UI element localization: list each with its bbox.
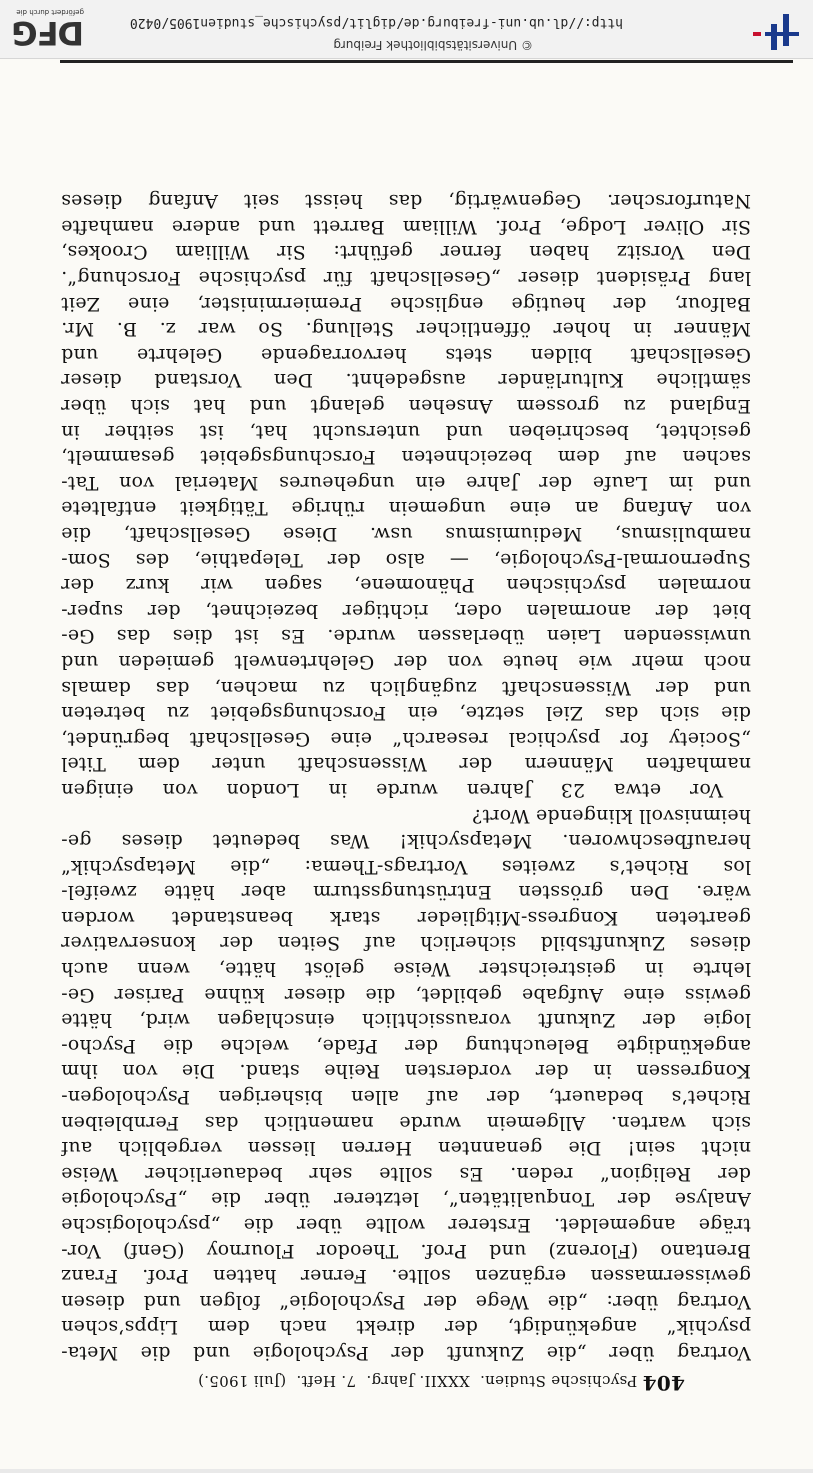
copyright-notice: © Universitätsbibliothek Freiburg: [333, 38, 533, 52]
text-line: gearteten Kongress-Mitglieder stark beanstandet worden: [61, 906, 751, 929]
digitization-footer-bar: [0, 0, 813, 59]
text-line: angekündigte Beleuchtung der Pfade, welche die Psycho-: [61, 1034, 751, 1057]
text-line: dieses Zukunftsbild sicherlich auf Seiten der konservativer: [61, 932, 751, 955]
text-line: sich warten. Allgemein wurde namentlich das Fernbleiben: [61, 1111, 751, 1134]
dfg-logo: [8, 8, 84, 52]
text-line: Kongressen in der vordersten Reihe stand. Die von ihm: [61, 1060, 751, 1083]
text-line: lehrte in geistreichster Weise gelöst hätte, wenn auch: [61, 958, 751, 981]
source-url-link[interactable]: http://dl.ub.uni-freiburg.de/diglit/psychische_studien1905/0420: [129, 15, 623, 30]
scan-border-rule: [60, 60, 793, 63]
text-line: und der Wissenschaft zugänglich zu machen, das damals: [61, 676, 751, 699]
text-line: heimnisvoll klingende Wort?: [472, 804, 751, 827]
text-line: heraufbeschworen. Metapsychik! Was bedeutet dieses ge-: [61, 830, 751, 853]
text-line: Richet’s bedauert, der auf allen bisherigen Psychologen-: [61, 1086, 751, 1109]
text-line: Vor etwa 23 Jahren wurde in London von einigen: [61, 778, 723, 801]
text-line: der Religion“ reden. Es sollte sehr bedauerlicher Weise: [61, 1162, 751, 1185]
body-text: [61, 188, 751, 1365]
text-line: los Richet’s zweites Vortrags-Thema: „die Metapsychik“: [61, 855, 751, 878]
text-line: namhaften Männern der Wissenschaft unter dem Titel: [61, 753, 751, 776]
text-line: lang Präsident dieser „Gesellschaft für psychische Forschung“.: [61, 267, 751, 290]
text-line: Analyse der Tonqualitäten“, letzterer über die „Psychologie: [61, 1188, 751, 1211]
text-line: psychik“ angekündigt, der direkt nach dem Lipps’schen: [61, 1316, 751, 1339]
text-line: nicht sein! Die genannten Herren liessen vergeblich auf: [61, 1137, 751, 1160]
university-library-logo: [743, 10, 799, 50]
text-line: Männer in hoher öffentlicher Stellung. So war z. B. Mr.: [61, 318, 751, 341]
text-line: die sich das Ziel setzte, ein Forschungsgebiet zu betreten: [61, 702, 751, 725]
text-line: sachen auf dem bezeichneten Forschungsgebiet gesammelt,: [61, 446, 751, 469]
page-edge: [0, 1469, 813, 1473]
text-line: Balfour, der heutige englische Premierminister, eine Zeit: [61, 292, 751, 315]
text-line: nambulismus, Mediumismus usw. Diese Gesellschaft, die: [61, 523, 751, 545]
text-line: biet der anormalen oder, richtiger bezeichnet, der super-: [61, 599, 751, 622]
text-line: noch mehr wie heute von der Gelehrtenwelt gemieden und: [61, 650, 751, 673]
text-line: gewiss eine Aufgabe gebildet, die dieser kühne Pariser Ge-: [61, 983, 751, 1006]
text-line: gewissermassen ergänzen sollte. Ferner hatten Prof. Franz: [61, 1265, 751, 1288]
text-line: unwissenden Laien überlassen wurde. Es ist dies das Ge-: [61, 625, 751, 648]
running-head-text: Psychische Studien. XXXII. Jahrg. 7. Heft. (Juli 1905.): [197, 1372, 638, 1390]
dfg-subtext: gefördert durch die: [16, 8, 84, 16]
text-line: gesichtet, beschrieben und untersucht hat, ist seither in: [61, 420, 751, 443]
text-line: Naturforscher. Gegenwärtig, das heisst seit Anfang dieses: [61, 190, 751, 213]
text-line: und im Laufe der Jahre ein ungeheures Material von Tat-: [61, 471, 751, 494]
text-line: logie der Zukunft voraussichtlich einschlagen wird, hätte: [61, 1009, 751, 1032]
text-line: Sir Oliver Lodge, Prof. William Barrett und andere namhafte: [61, 215, 751, 238]
text-line: von Anfang an eine ungemein rührige Tätigkeit entfaltete: [61, 497, 751, 520]
text-line: Brentano (Florenz) und Prof. Theodor Flournoy (Genf) Vor-: [61, 1239, 751, 1262]
text-line: wäre. Den grössten Entrüstungssturm aber hätte zweifel-: [61, 881, 751, 904]
running-head: [125, 1371, 685, 1395]
text-line: England zu grossem Ansehen gelangt und hat sich über: [61, 395, 751, 418]
text-line: normalen psychischen Phänomene, sagen wir kurz der: [61, 574, 751, 597]
text-line: träge angemeldet. Ersterer wollte über die „psychologische: [61, 1214, 751, 1237]
dfg-logo-text: DFG: [12, 14, 84, 52]
page-number: 404: [642, 1371, 685, 1395]
text-line: Vortrag über: „die Wege der Psychologie“ folgen und diesen: [61, 1290, 751, 1313]
text-line: Vortrag über „die Zukunft der Psychologie und die Meta-: [61, 1342, 751, 1364]
text-line: „Society for psychical research“ eine Gesellschaft begründet,: [61, 727, 751, 750]
text-line: Supernormal-Psychologie, — also der Telepathie, des Som-: [61, 548, 751, 571]
text-line: sämtliche Kulturländer ausgedehnt. Den Vorstand dieser: [61, 369, 751, 392]
text-line: Gesellschaft bilden stets hervorragende Gelehrte und: [61, 343, 751, 366]
text-line: Den Vorsitz haben ferner geführt: Sir William Crookes,: [61, 241, 751, 264]
